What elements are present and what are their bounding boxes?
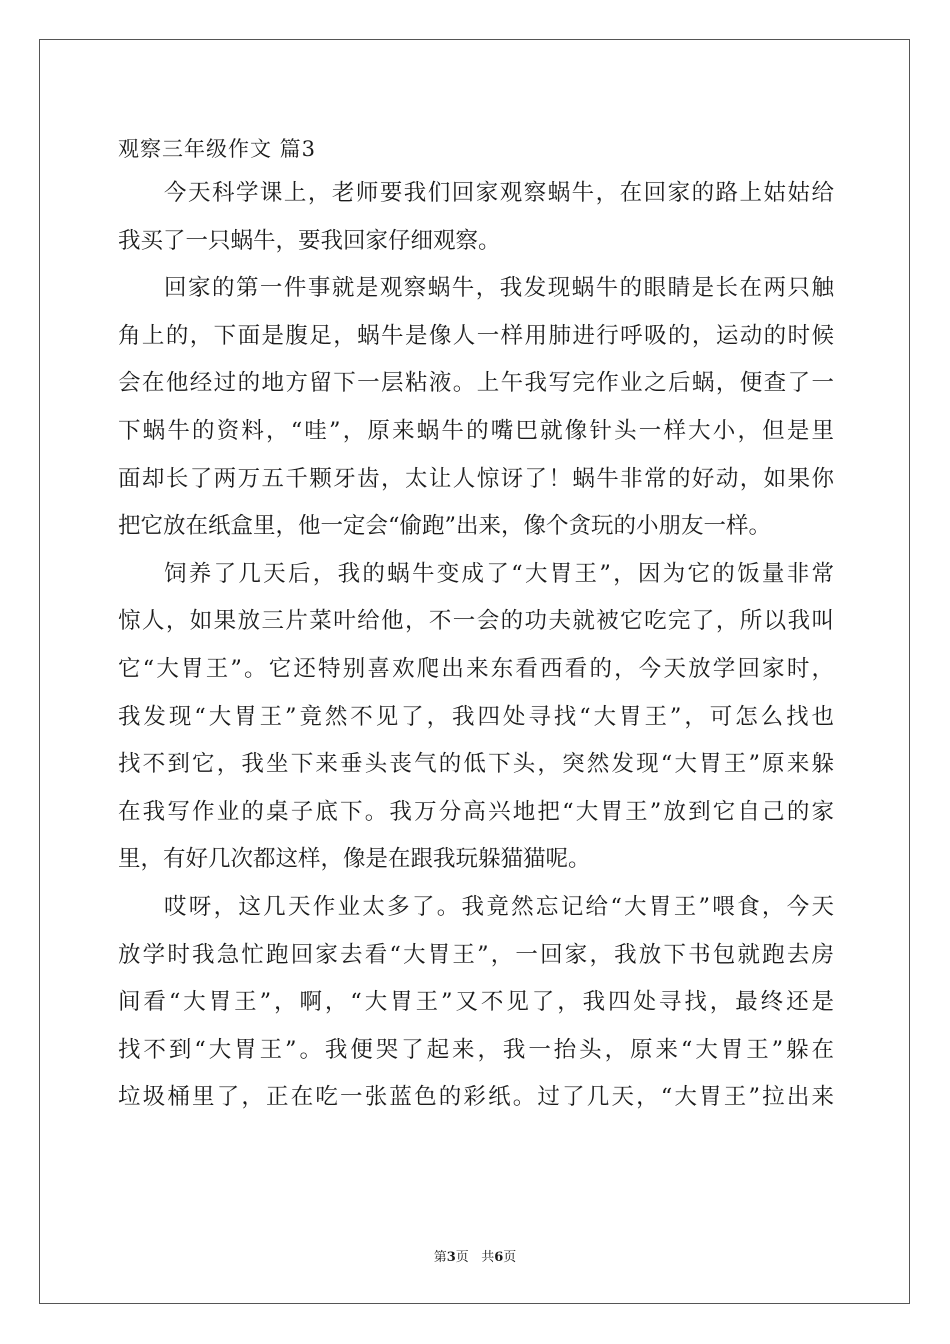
text-line: 放学时我急忙跑回家去看“大胃王”，一回家，我放下书包就跑去房 <box>118 941 834 968</box>
page-prefix: 第 <box>433 1250 447 1265</box>
total-prefix: 共 <box>481 1250 495 1265</box>
text-line: 惊人，如果放三片菜叶给他，不一会的功夫就被它吃完了，所以我叫 <box>118 608 834 635</box>
paragraph-1 <box>118 170 834 265</box>
text-line: 回家的第一件事就是观察蜗牛，我发现蜗牛的眼睛是长在两只触 <box>164 275 834 302</box>
text-line: 哎呀，这几天作业太多了。我竟然忘记给“大胃王”喂食，今天 <box>164 893 834 920</box>
text-line: 角上的，下面是腹足，蜗牛是像人一样用肺进行呼吸的，运动的时候 <box>118 322 834 349</box>
document-body <box>118 128 834 1122</box>
text-line: 垃圾桶里了，正在吃一张蓝色的彩纸。过了几天，“大胃王”拉出来 <box>118 1084 834 1111</box>
text-line: 下蜗牛的资料，“哇”，原来蜗牛的嘴巴就像针头一样大小，但是里 <box>118 417 834 444</box>
text-line: 今天科学课上，老师要我们回家观察蜗牛，在回家的路上姑姑给 <box>164 180 834 206</box>
text-line: 里，有好几次都这样，像是在跟我玩躲猫猫呢。 <box>118 846 591 873</box>
text-line: 找不到它，我坐下来垂头丧气的低下头，突然发现“大胃王”原来躲 <box>118 751 834 778</box>
text-line: 它“大胃王”。它还特别喜欢爬出来东看西看的，今天放学回家时， <box>118 655 834 682</box>
text-line: 我发现“大胃王”竟然不见了，我四处寻找“大胃王”，可怎么找也 <box>118 703 834 730</box>
text-line: 饲养了几天后，我的蜗牛变成了“大胃王”，因为它的饭量非常 <box>164 560 834 587</box>
text-line: 间看“大胃王”，啊，“大胃王”又不见了，我四处寻找，最终还是 <box>118 989 834 1016</box>
text-line: 我买了一只蜗牛，要我回家仔细观察。 <box>118 227 501 254</box>
paragraph-3 <box>118 551 834 884</box>
page-footer <box>0 1246 950 1265</box>
paragraph-4 <box>118 884 834 1122</box>
total-pages: 6 <box>494 1250 504 1265</box>
page-suffix: 页 <box>455 1250 469 1265</box>
text-line: 会在他经过的地方留下一层粘液。上午我写完作业之后蜗，便查了一 <box>118 370 834 397</box>
page-number: 3 <box>446 1250 456 1265</box>
text-line: 把它放在纸盒里，他一定会“偷跑”出来，像个贪玩的小朋友一样。 <box>118 513 772 540</box>
paragraph-2 <box>118 265 834 551</box>
total-suffix: 页 <box>503 1250 517 1265</box>
text-line: 面却长了两万五千颗牙齿，太让人惊讶了！蜗牛非常的好动，如果你 <box>118 465 834 492</box>
text-line: 找不到“大胃王”。我便哭了起来，我一抬头，原来“大胃王”躲在 <box>118 1036 834 1063</box>
text-line: 在我写作业的桌子底下。我万分高兴地把“大胃王”放到它自己的家 <box>118 798 834 825</box>
document-title: 观察三年级作文 篇3 <box>118 137 317 161</box>
